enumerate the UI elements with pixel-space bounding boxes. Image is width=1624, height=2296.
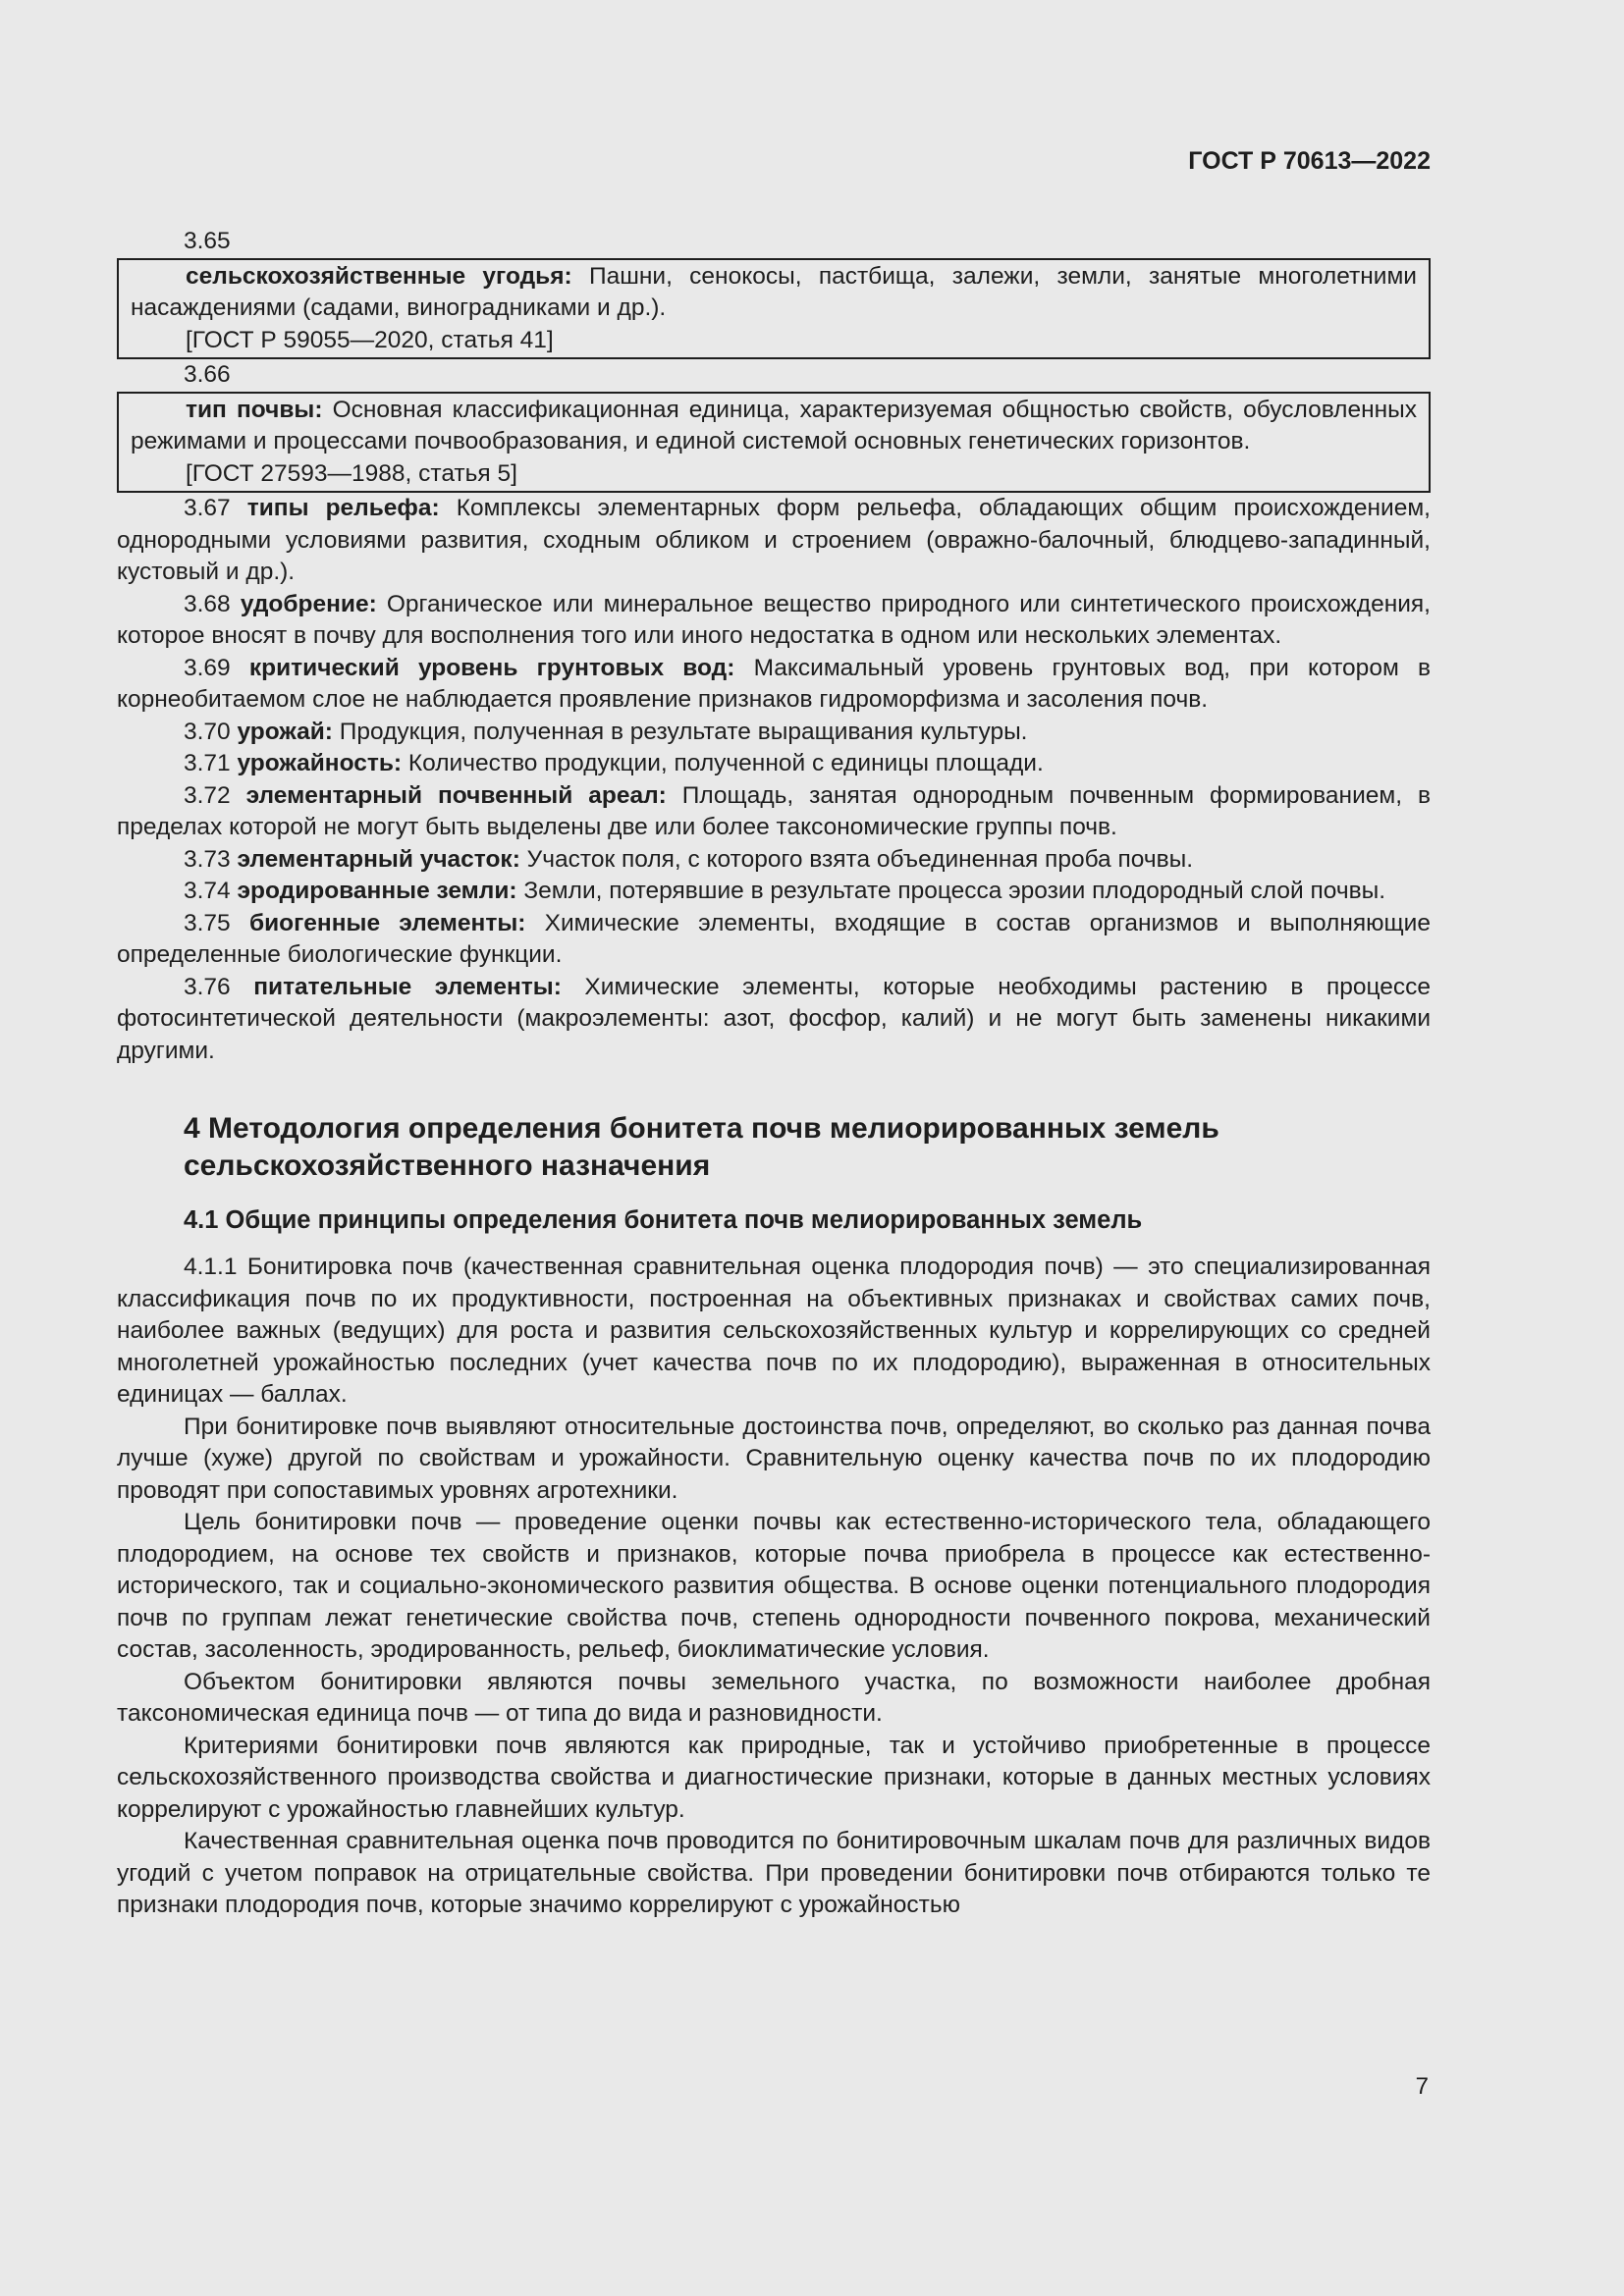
term-text: Органическое или минеральное вещество природного или синтетического происхождения, которое вносят в почву для восполнения того или иного недостатка в одном или нескольких элементах. (117, 590, 1431, 649)
term-text: Участок поля, с которого взята объединенная проба почвы. (519, 845, 1194, 873)
term-definition (131, 261, 1417, 325)
body-paragraph: Объектом бонитировки являются почвы земельного участка, по возможности наиболее дробная таксономическая единица почв — от типа до вида и разновидности. (117, 1668, 1431, 1727)
term-entry (117, 653, 1431, 717)
term-entry (117, 717, 1431, 749)
term-definition (131, 395, 1417, 458)
term-name: урожайность: (237, 750, 403, 776)
term-number: 3.69 (184, 654, 249, 681)
term-text: Количество продукции, полученной с единицы площади. (402, 750, 1044, 776)
term-name: элементарный почвенный ареал: (245, 781, 667, 809)
term-source: [ГОСТ 27593—1988, статья 5] (186, 459, 517, 487)
body-paragraph: 4.1.1 Бонитировка почв (качественная сравнительная оценка плодородия почв) — это специализированная классификация почв по их продуктивности, построенная на объективных признаках и свойствах самих почв, наиболее важных (ведущих) для роста и развития сельскохозяйственных культур и коррелирующих со средней многолетней урожайностью последних (учет качества почв по их плодородию), выраженная в относительных единицах — баллах. (117, 1254, 1431, 1408)
term-number: 3.66 (184, 361, 231, 388)
term-entry (117, 908, 1431, 972)
term-number: 3.74 (184, 878, 238, 904)
term-name: элементарный участок: (237, 845, 520, 873)
term-name: тип почвы: (186, 396, 323, 423)
body-paragraph: При бонитировке почв выявляют относительные достоинства почв, определяют, во сколько раз данная почва лучше (хуже) другой по свойствам и урожайности. Сравнительную оценку качества почв по их плодородию проводят при сопоставимых уровнях агротехники. (117, 1413, 1431, 1504)
term-number: 3.72 (184, 781, 246, 809)
term-text: Химические элементы, входящие в состав организмов и выполняющие определенные биологические функции. (117, 909, 1431, 968)
term-text: Основная классификационная единица, характеризуемая общностью свойств, обусловленных режимами и процессами почвообразования, и единой системой основных генетических горизонтов. (131, 396, 1417, 454)
term-number: 3.70 (184, 718, 238, 745)
body-paragraph: Критериями бонитировки почв являются как природные, так и устойчиво приобретенные в процессе сельскохозяйственного производства свойства и диагностические признаки, которые в данных местных условиях коррелируют с урожайностью главнейших культур. (117, 1732, 1431, 1823)
body-paragraph: Цель бонитировки почв — проведение оценки почвы как естественно-исторического тела, обладающего плодородием, на основе тех свойств и признаков, которые почва приобрела в процессе как естественно-исторического, так и социально-экономического развития общества. В основе оценки потенциального плодородия почв по группам лежат генетические свойства почв, степень однородности почвенного покрова, механический состав, засоленность, эродированность, рельеф, биоклиматические условия. (117, 1509, 1431, 1663)
term-name: критический уровень грунтовых вод: (248, 654, 735, 681)
term-entry (117, 972, 1431, 1068)
subsection-heading: 4.1 Общие принципы определения бонитета почв мелиорированных земель (184, 1206, 1143, 1234)
term-entry (117, 876, 1431, 908)
term-text: Пашни, сенокосы, пастбища, залежи, земли, занятые многолетними насаждениями (садами, виноградниками и др.). (131, 262, 1417, 321)
term-name: эродированные земли: (237, 878, 517, 904)
term-entry (117, 844, 1431, 877)
term-entry (117, 589, 1431, 653)
term-number: 3.68 (184, 590, 241, 617)
term-name: типы рельефа: (246, 495, 440, 521)
term-text: Продукция, полученная в результате выращивания культуры. (332, 718, 1028, 745)
term-number: 3.73 (184, 845, 238, 873)
term-name: сельскохозяйственные угодья: (186, 262, 572, 290)
term-text: Комплексы элементарных форм рельефа, обладающих общим происхождением, однородными условиями развития, сходным обликом и строением (овражно-балочный, блюдцево-западинный, кустовый и др.). (117, 495, 1431, 585)
term-text: Площадь, занятая однородным почвенным формированием, в пределах которой не могут быть выделены две или более таксономические группы почв. (117, 781, 1431, 840)
term-definition-box (117, 392, 1431, 494)
term-text: Земли, потерявшие в результате процесса эрозии плодородный слой почвы. (516, 878, 1386, 904)
body-paragraph: Качественная сравнительная оценка почв проводится по бонитировочным шкалам почв для различных видов угодий с учетом поправок на отрицательные свойства. При проведении бонитировки почв отбираются только те признаки плодородия почв, которые значимо коррелируют с урожайностью (117, 1828, 1431, 1918)
term-entry (117, 493, 1431, 589)
term-number: 3.67 (184, 495, 247, 521)
term-entry (117, 780, 1431, 844)
section-heading-line: 4 Методология определения бонитета почв мелиорированных земель (184, 1112, 1219, 1145)
page-number: 7 (1415, 2073, 1429, 2100)
term-name: питательные элементы: (253, 973, 562, 1000)
term-name: биогенные элементы: (248, 909, 526, 936)
document-id-header: ГОСТ Р 70613—2022 (1188, 147, 1431, 175)
section-heading-line: сельскохозяйственного назначения (184, 1149, 711, 1182)
term-number: 3.76 (184, 973, 254, 1000)
term-name: удобрение: (240, 590, 377, 617)
term-number: 3.65 (184, 228, 231, 254)
term-definition-box (117, 258, 1431, 360)
term-text: Максимальный уровень грунтовых вод, при котором в корнеобитаемом слое не наблюдается проявление признаков гидроморфизма и засоления почв. (117, 654, 1431, 713)
term-entry (117, 748, 1431, 780)
term-text: Химические элементы, которые необходимы растению в процессе фотосинтетической деятельности (макроэлементы: азот, фосфор, калий) и не могут быть заменены никакими другими. (117, 973, 1431, 1064)
term-name: урожай: (237, 718, 333, 745)
page-content (117, 226, 1431, 1922)
term-number: 3.71 (184, 750, 238, 776)
term-number: 3.75 (184, 909, 249, 936)
term-source: [ГОСТ Р 59055—2020, статья 41] (186, 326, 554, 353)
section-heading (184, 1110, 1391, 1185)
